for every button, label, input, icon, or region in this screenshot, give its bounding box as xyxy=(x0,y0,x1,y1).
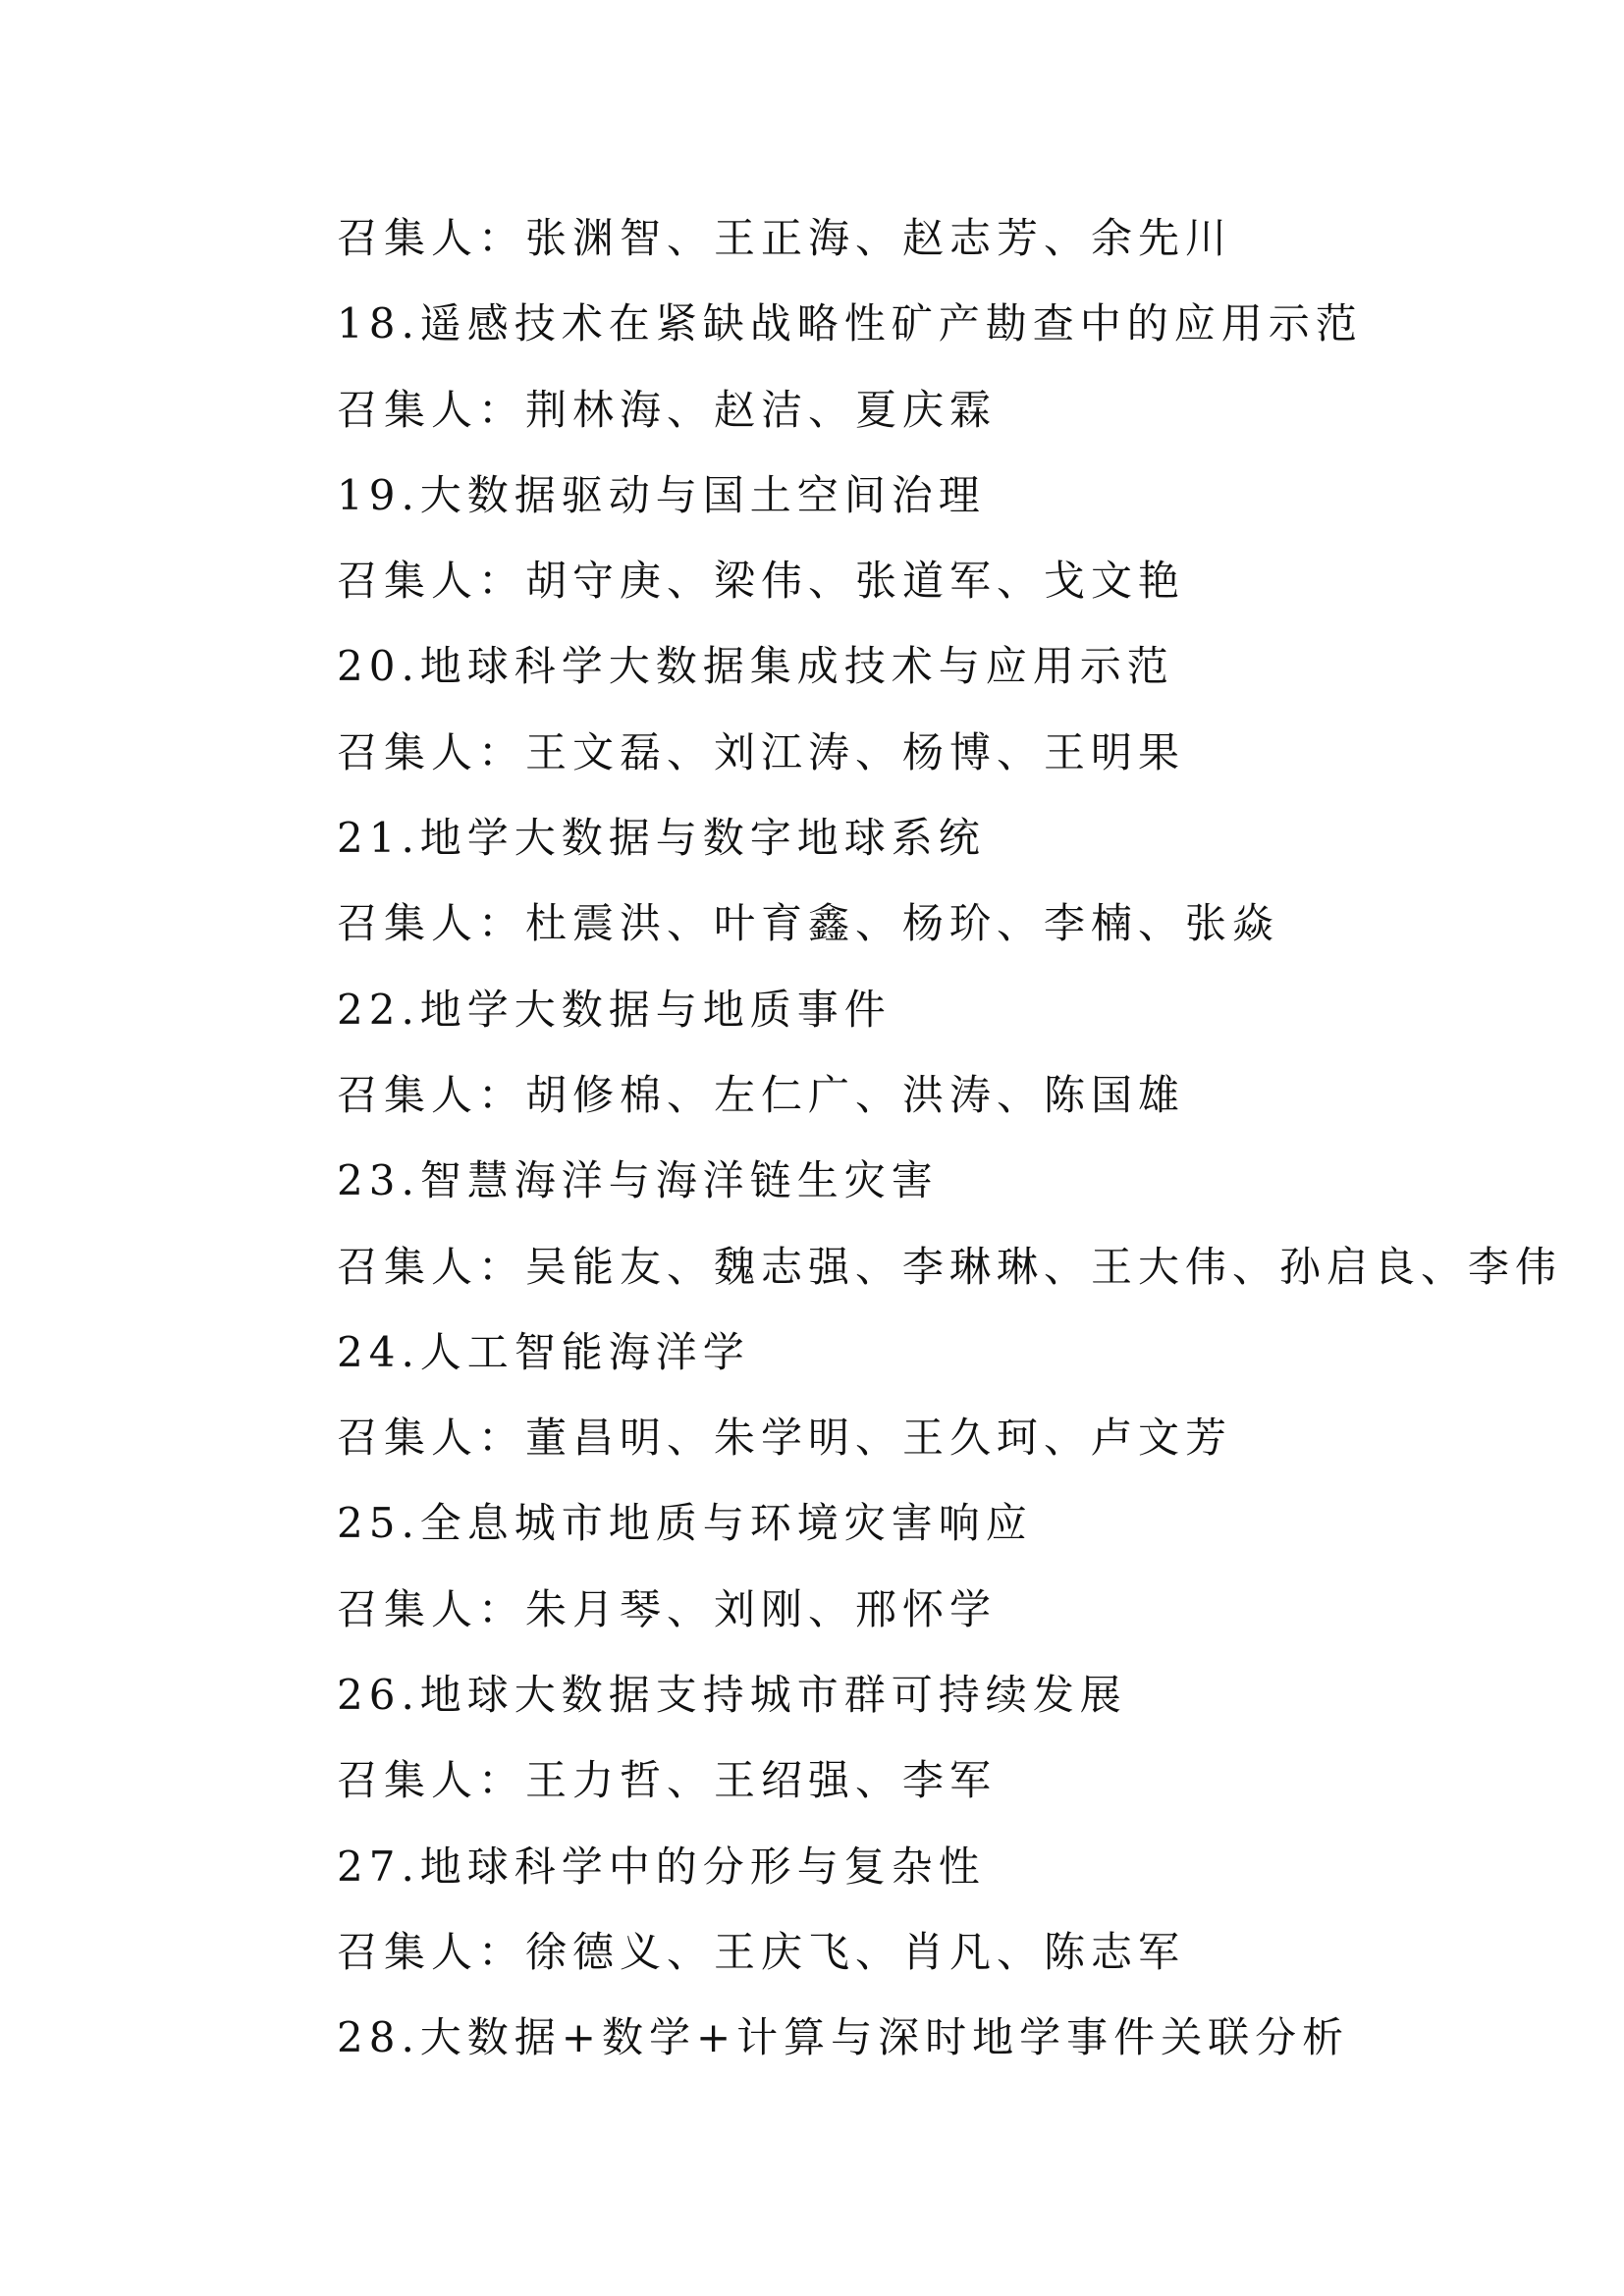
topic-title: 21.地学大数据与数字地球系统 xyxy=(337,814,986,863)
conveners-line: 召集人：朱月琴、刘刚、邢怀学 xyxy=(337,1584,998,1633)
conveners-line: 召集人：徐德义、王庆飞、肖凡、陈志军 xyxy=(337,1927,1186,1976)
topic-title: 19.大数据驱动与国土空间治理 xyxy=(337,470,986,519)
topic-title: 28.大数据+数学+计算与深时地学事件关联分析 xyxy=(337,2013,1350,2062)
topic-title: 27.地球科学中的分形与复杂性 xyxy=(337,1842,986,1891)
topic-title: 23.智慧海洋与海洋链生灾害 xyxy=(337,1156,939,1205)
topic-title: 25.全息城市地质与环境灾害响应 xyxy=(337,1499,1033,1548)
conveners-line: 召集人：王力哲、王绍强、李军 xyxy=(337,1756,998,1805)
conveners-line: 召集人：董昌明、朱学明、王久珂、卢文芳 xyxy=(337,1414,1233,1463)
topic-title: 26.地球大数据支持城市群可持续发展 xyxy=(337,1671,1127,1720)
topic-title: 22.地学大数据与地质事件 xyxy=(337,985,892,1034)
conveners-line: 召集人：吴能友、魏志强、李琳琳、王大伟、孙启良、李伟 xyxy=(337,1242,1563,1291)
conveners-line: 召集人：王文磊、刘江涛、杨博、王明果 xyxy=(337,727,1186,776)
topic-title: 20.地球科学大数据集成技术与应用示范 xyxy=(337,642,1174,691)
topic-list xyxy=(337,204,1563,2090)
conveners-line: 召集人：胡守庚、梁伟、张道军、戈文艳 xyxy=(337,557,1186,606)
topic-title: 24.人工智能海洋学 xyxy=(337,1327,750,1376)
conveners-line: 召集人：杜震洪、叶育鑫、杨玠、李楠、张焱 xyxy=(337,899,1280,948)
conveners-line: 召集人：荆林海、赵洁、夏庆霖 xyxy=(337,385,998,434)
conveners-line: 召集人：张渊智、王正海、赵志芳、余先川 xyxy=(337,214,1233,262)
topic-title: 18.遥感技术在紧缺战略性矿产勘查中的应用示范 xyxy=(337,299,1363,348)
conveners-line: 召集人：胡修棉、左仁广、洪涛、陈国雄 xyxy=(337,1070,1186,1119)
